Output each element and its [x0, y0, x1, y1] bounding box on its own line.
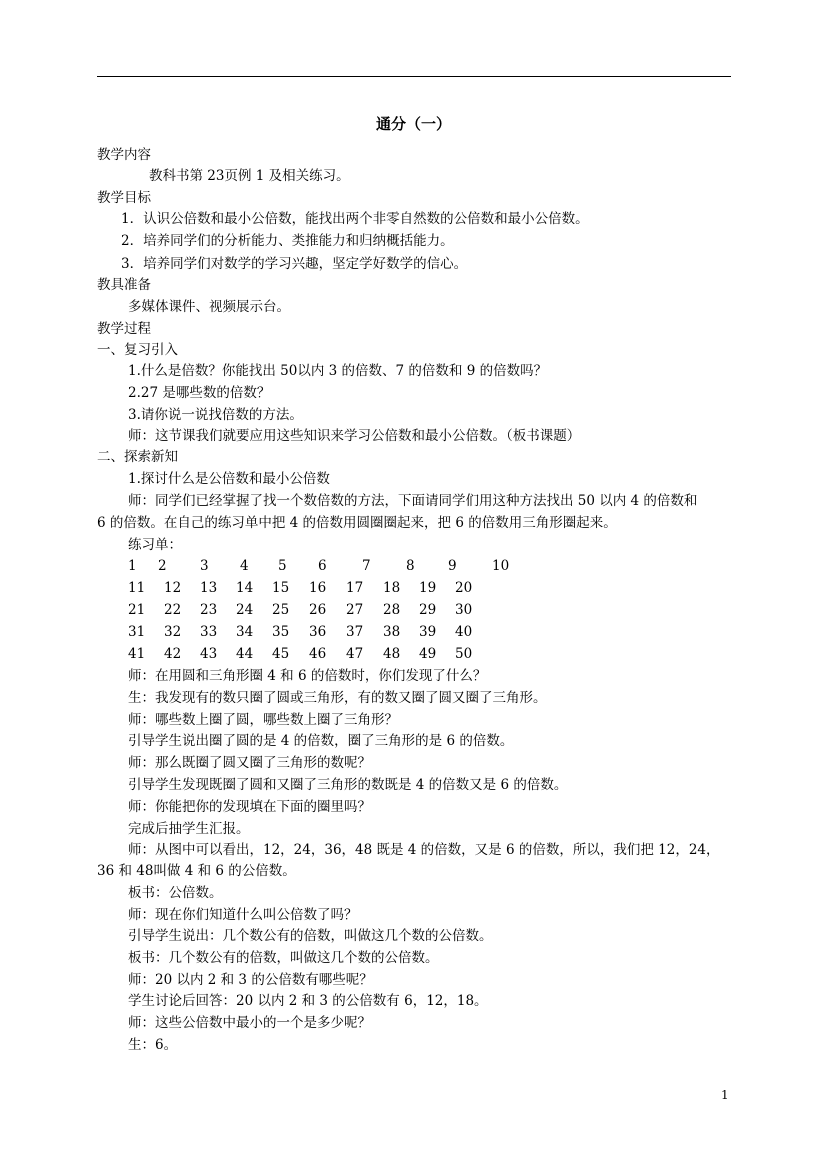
text-line: 板书：公倍数。 [128, 885, 223, 901]
practice-grid-cell: 45 [272, 646, 290, 662]
practice-grid-cell: 22 [164, 602, 182, 618]
practice-grid-cell: 31 [128, 624, 146, 640]
text-line: 师：哪些数上圈了圆，哪些数上圈了三角形？ [128, 712, 398, 728]
text-line: 师：你能把你的发现填在下面的圈里吗？ [128, 799, 371, 815]
text-line: 6 的倍数。在自己的练习单中把 4 的倍数用圆圈圈起来，把 6 的倍数用三角形圈起来。 [97, 515, 617, 531]
practice-grid-cell: 19 [419, 580, 437, 596]
practice-grid-cell: 46 [309, 646, 327, 662]
text-line: 师：这些公倍数中最小的一个是多少呢？ [128, 1015, 371, 1031]
practice-grid-cell: 37 [346, 624, 364, 640]
practice-grid-cell: 6 [318, 558, 327, 574]
practice-grid-cell: 35 [272, 624, 290, 640]
text-line: 教具准备 [97, 277, 151, 293]
page-number: 1 [721, 1088, 729, 1102]
practice-grid-cell: 20 [455, 580, 473, 596]
practice-grid-cell: 48 [383, 646, 401, 662]
header-rule [97, 76, 731, 77]
text-line: 教学内容 [97, 147, 151, 163]
text-line: 师：在用圆和三角形圈 4 和 6 的倍数时，你们发现了什么？ [128, 668, 487, 684]
text-line: 引导学生说出圈了圆的是 4 的倍数，圈了三角形的是 6 的倍数。 [128, 733, 514, 749]
practice-grid-cell: 32 [164, 624, 182, 640]
practice-grid-cell: 25 [272, 602, 290, 618]
practice-grid-cell: 44 [236, 646, 254, 662]
text-line: 教科书第 23页例 1 及相关练习。 [149, 168, 350, 184]
text-line: 板书：几个数公有的倍数，叫做这几个数的公倍数。 [128, 950, 439, 966]
practice-grid-cell: 7 [362, 558, 371, 574]
practice-grid-cell: 36 [309, 624, 327, 640]
practice-grid-cell: 4 [240, 558, 249, 574]
text-line: 1．认识公倍数和最小公倍数，能找出两个非零自然数的公倍数和最小公倍数。 [121, 211, 589, 227]
text-line: 引导学生发现既圈了圆和又圈了三角形的数既是 4 的倍数又是 6 的倍数。 [128, 777, 568, 793]
practice-grid-cell: 50 [455, 646, 473, 662]
practice-grid-cell: 30 [455, 602, 473, 618]
practice-grid-cell: 34 [236, 624, 254, 640]
text-line: 完成后抽学生汇报。 [128, 821, 250, 837]
practice-grid-cell: 47 [346, 646, 364, 662]
practice-grid-cell: 26 [309, 602, 327, 618]
text-line: 2．培养同学们的分析能力、类推能力和归纳概括能力。 [121, 233, 454, 249]
text-line: 师：这节课我们就要应用这些知识来学习公倍数和最小公倍数。（板书课题） [128, 428, 581, 444]
practice-grid-cell: 43 [200, 646, 218, 662]
practice-grid-cell: 39 [419, 624, 437, 640]
practice-grid-cell: 14 [236, 580, 254, 596]
practice-grid-cell: 49 [419, 646, 437, 662]
text-line: 教学目标 [97, 190, 151, 206]
text-line: 3.请你说一说找倍数的方法。 [128, 407, 303, 423]
text-line: 1.什么是倍数？你能找出 50以内 3 的倍数、7 的倍数和 9 的倍数吗？ [128, 363, 548, 379]
text-line: 师：20 以内 2 和 3 的公倍数有哪些呢？ [128, 972, 373, 988]
practice-grid-cell: 5 [278, 558, 287, 574]
practice-grid-cell: 13 [200, 580, 218, 596]
text-line: 师：现在你们知道什么叫公倍数了吗？ [128, 907, 358, 923]
text-line: 2.27 是哪些数的倍数？ [128, 385, 271, 401]
practice-grid-cell: 2 [158, 558, 167, 574]
text-line: 生：6。 [128, 1037, 178, 1053]
text-line: 二、探索新知 [97, 449, 178, 465]
practice-grid-cell: 23 [200, 602, 218, 618]
practice-grid-cell: 27 [346, 602, 364, 618]
practice-grid-cell: 12 [164, 580, 182, 596]
text-line: 教学过程 [97, 321, 151, 337]
practice-grid-cell: 16 [309, 580, 327, 596]
practice-grid-cell: 38 [383, 624, 401, 640]
text-line: 一、复习引入 [97, 342, 178, 358]
practice-grid-cell: 42 [164, 646, 182, 662]
text-line: 引导学生说出：几个数公有的倍数，叫做这几个数的公倍数。 [128, 928, 493, 944]
practice-grid-cell: 24 [236, 602, 254, 618]
text-line: 师：那么既圈了圆又圈了三角形的数呢？ [128, 755, 371, 771]
page-title: 通分（一） [375, 115, 451, 133]
text-line: 多媒体课件、视频展示台。 [128, 299, 290, 315]
practice-grid-cell: 15 [272, 580, 290, 596]
practice-grid-cell: 9 [448, 558, 457, 574]
practice-grid-cell: 17 [346, 580, 364, 596]
text-line: 师：从图中可以看出，12，24，36，48 既是 4 的倍数，又是 6 的倍数，所以，我们把 12，24， [128, 842, 720, 858]
practice-grid-cell: 10 [492, 558, 510, 574]
practice-grid-cell: 33 [200, 624, 218, 640]
practice-grid-cell: 41 [128, 646, 146, 662]
text-line: 生：我发现有的数只圈了圆或三角形，有的数又圈了圆又圈了三角形。 [128, 690, 547, 706]
practice-grid-cell: 21 [128, 602, 146, 618]
text-line: 练习单： [128, 537, 182, 553]
text-line: 3．培养同学们对数学的学习兴趣，坚定学好数学的信心。 [121, 256, 468, 272]
practice-grid-cell: 3 [200, 558, 209, 574]
text-line: 学生讨论后回答：20 以内 2 和 3 的公倍数有 6，12，18。 [128, 993, 488, 1009]
practice-grid-cell: 28 [383, 602, 401, 618]
practice-grid-cell: 29 [419, 602, 437, 618]
text-line: 36 和 48叫做 4 和 6 的公倍数。 [97, 863, 296, 879]
practice-grid-cell: 18 [383, 580, 401, 596]
text-line: 1.探讨什么是公倍数和最小公倍数 [128, 471, 330, 487]
practice-grid-cell: 8 [406, 558, 415, 574]
practice-grid-cell: 1 [128, 558, 137, 574]
text-line: 师：同学们已经掌握了找一个数倍数的方法，下面请同学们用这种方法找出 50 以内 4 的倍数和 [128, 493, 698, 509]
practice-grid-cell: 11 [128, 580, 146, 596]
practice-grid-cell: 40 [455, 624, 473, 640]
